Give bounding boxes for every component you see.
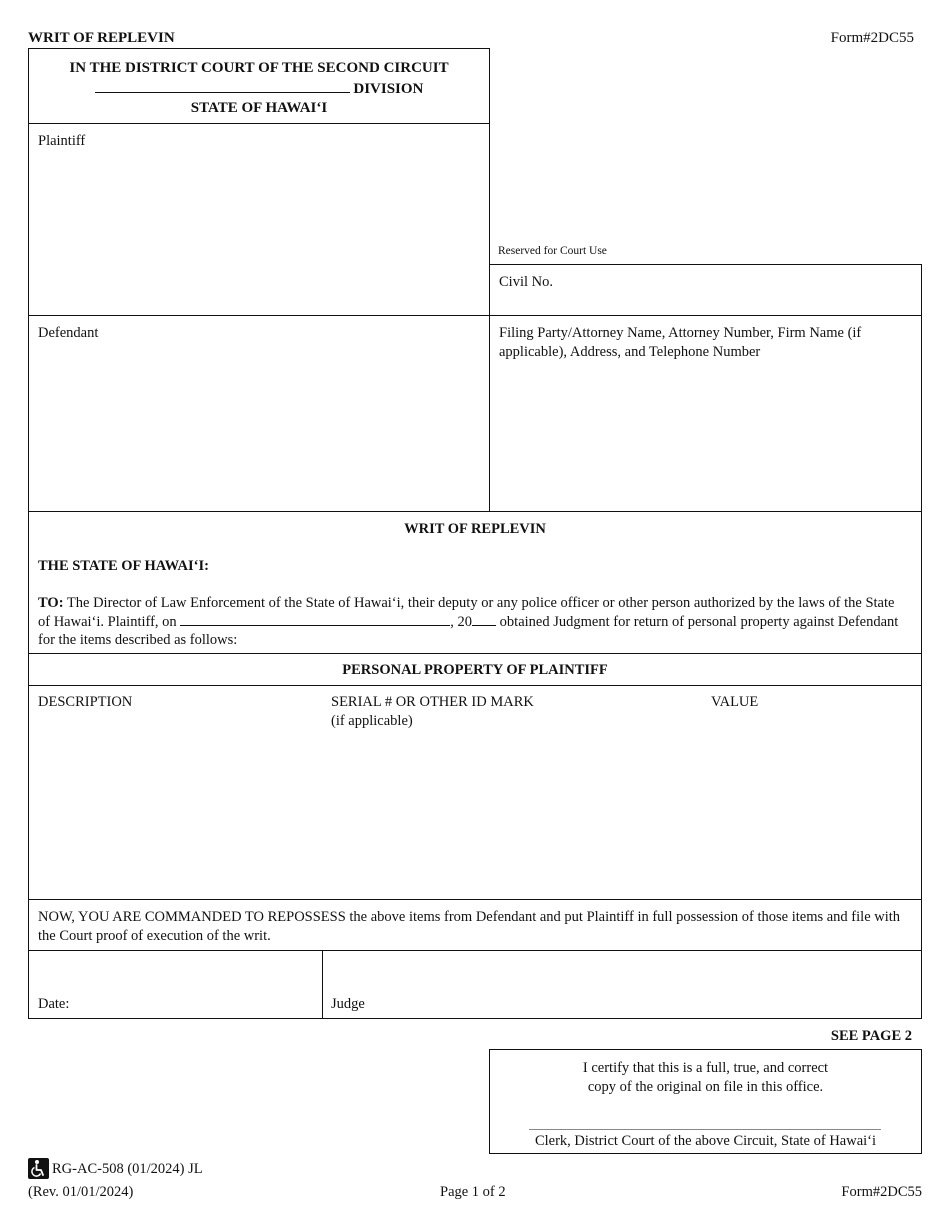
col-value: VALUE bbox=[711, 694, 759, 710]
to-text-2: , 20 bbox=[450, 613, 473, 630]
clerk-signature-line[interactable] bbox=[529, 1129, 881, 1130]
judgment-year-blank[interactable] bbox=[472, 613, 496, 626]
property-heading-box bbox=[28, 653, 922, 686]
division-label: DIVISION bbox=[353, 81, 424, 97]
see-page-2: SEE PAGE 2 bbox=[830, 1028, 912, 1044]
page-number: Page 1 of 2 bbox=[440, 1184, 506, 1200]
plaintiff-box[interactable] bbox=[28, 123, 490, 316]
date-label: Date: bbox=[38, 996, 70, 1012]
division-blank[interactable] bbox=[95, 80, 350, 93]
judgment-date-blank[interactable] bbox=[180, 613, 450, 626]
judge-box[interactable] bbox=[322, 950, 922, 1019]
form-number-top: Form#2DC55 bbox=[830, 30, 914, 46]
to-text-3: obtained Judgment for return of personal property against Defendant for the items described as follows: bbox=[38, 613, 899, 648]
certification-box bbox=[489, 1049, 922, 1154]
state-heading: THE STATE OF HAWAI‘I: bbox=[38, 558, 209, 574]
writ-to-paragraph bbox=[38, 594, 910, 650]
form-number-bottom: Form#2DC55 bbox=[841, 1184, 922, 1200]
form-title: WRIT OF REPLEVIN bbox=[28, 30, 175, 46]
writ-section bbox=[28, 511, 922, 654]
property-heading: PERSONAL PROPERTY OF PLAINTIFF bbox=[342, 662, 608, 678]
revision-date: (Rev. 01/01/2024) bbox=[28, 1184, 134, 1200]
property-table[interactable] bbox=[28, 685, 922, 900]
cert-line-1: I certify that this is a full, true, and correct bbox=[582, 1060, 829, 1076]
command-text: NOW, YOU ARE COMMANDED TO REPOSSESS the above items from Defendant and put Plaintiff in full possession of those items and file with the Court proof of execution of the writ. bbox=[38, 909, 901, 944]
form-code: RG-AC-508 (01/2024) JL bbox=[52, 1161, 203, 1177]
filing-party-box[interactable] bbox=[489, 315, 922, 512]
writ-heading: WRIT OF REPLEVIN bbox=[404, 521, 546, 537]
civil-no-box[interactable] bbox=[489, 264, 922, 316]
filing-party-label: Filing Party/Attorney Name, Attorney Number, Firm Name (if applicable), Address, and Telephone Number bbox=[499, 325, 862, 360]
to-label: TO: bbox=[38, 595, 64, 611]
col-serial-sub: (if applicable) bbox=[331, 713, 413, 729]
defendant-box[interactable] bbox=[28, 315, 490, 512]
civil-no-label: Civil No. bbox=[499, 274, 553, 290]
col-serial: SERIAL # OR OTHER ID MARK bbox=[331, 694, 534, 710]
court-caption-box bbox=[28, 48, 490, 124]
judge-label: Judge bbox=[331, 996, 365, 1012]
court-state: STATE OF HAWAI‘I bbox=[190, 100, 328, 116]
plaintiff-label: Plaintiff bbox=[38, 133, 86, 149]
court-division-line bbox=[29, 80, 489, 98]
court-name: IN THE DISTRICT COURT OF THE SECOND CIRCUIT bbox=[69, 60, 449, 76]
date-box[interactable] bbox=[28, 950, 323, 1019]
cert-line-2: copy of the original on file in this office. bbox=[587, 1079, 824, 1095]
to-text-1: The Director of Law Enforcement of the State of Hawai‘i, their deputy or any police officer or other person authorized by the laws of the State of Hawai‘i. Plaintiff, on bbox=[38, 595, 895, 630]
reserved-court-use-label: Reserved for Court Use bbox=[498, 245, 607, 257]
defendant-label: Defendant bbox=[38, 325, 99, 341]
clerk-label: Clerk, District Court of the above Circuit, State of Hawai‘i bbox=[534, 1133, 877, 1149]
wheelchair-accessibility-icon bbox=[28, 1158, 49, 1179]
col-description: DESCRIPTION bbox=[38, 694, 133, 710]
command-box bbox=[28, 899, 922, 951]
